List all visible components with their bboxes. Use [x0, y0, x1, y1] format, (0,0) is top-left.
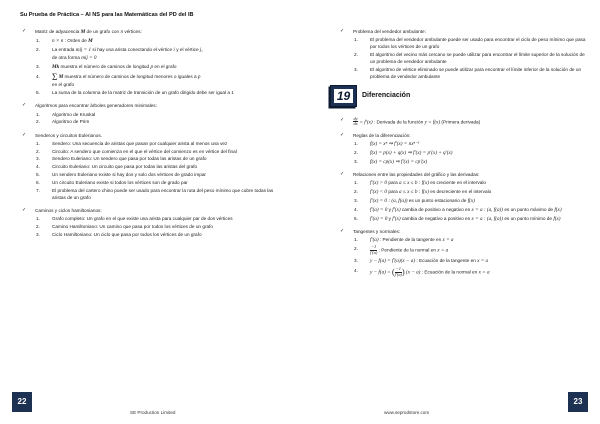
- list-item: 3. Sendero Euleriano: Un sendero que pasa por todas las aristas de un grafo: [36, 156, 207, 162]
- list-item: 3. f′(x) = 0 : (a, f(a)) es un punto estacionario de f(x): [354, 198, 475, 204]
- right-page: [300, 0, 600, 424]
- list-item: 2. f(x) = p(x) + q(x) ⇒ f′(x) = p′(x) + q′(x): [354, 150, 453, 157]
- list-item: 1. f′(x) > 0 para a ≤ x ≤ b : f(x) es creciente en el intervalo: [354, 180, 487, 187]
- list-item: 1. El problema del vendedor ambulante puede ser usado para encontrar el ciclo de peso mínimo que pasa por todos los vértices de un grafo: [354, 37, 586, 50]
- list-item: 3. f(x) = cp(x) ⇒ f′(x) = cp′(x): [354, 159, 428, 165]
- list-item: 7. El problema del cartero chino puede ser usado para encontrar la ruta del peso mínimo que cubre todas las aristas de un grafo: [36, 187, 274, 200]
- page-number-right: 23: [568, 392, 588, 412]
- salesman-section: ✓ Problema del vendedor ambulante: 1. El problema del vendedor ambulante puede ser usado para encontrar el ciclo de peso mínimo que pasa por todos los vértices de un grafo 2. El algoritmo del vecino más cercano se puede utilizar para encontrar el límite superior de la solución de un problema de vendedor ambulante 3. El algoritmo de vértice eliminado se puede utilizar para encontrar el límite inferior de la solución de un problema de vendedor ambulante: [340, 28, 586, 80]
- eulerian-section: ✓ Senderos y circuitos Eulerianos. 1. Sendero: Una secuencia de aristas que pasan por cualquier arista al menos una vez 2. Circuito: A sendero que comienza en el que el vértice del comienzo es en vértice del final 3. Sendero Euleriano: Un sendero que pasa por todas las aristas de un grafo 4. Circuito Euleriano: Un circuito que pasa por todas las aristas del grafo 5. Un sendero Euleriano existe si hay dos y solo dos vértices de grado impar 6. Un circuito Euleriano existe si todos los vértices son de grado par 7. El problema del cartero chino puede ser usado para encontrar la ruta del peso mínimo que cubre todas las aristas de un grafo: [22, 132, 284, 201]
- list-item: 2. $\frac{-1}{f'(a)}$ : Pendiente de la normal en x = a: [354, 244, 449, 255]
- check-icon: ✓: [340, 132, 345, 139]
- footer-publisher: SE Production Limited: [130, 410, 176, 415]
- check-icon: ✓: [22, 28, 27, 34]
- check-icon: ✓: [22, 131, 27, 138]
- page-number-left: 22: [12, 392, 32, 412]
- spanning-tree-section: ✓ Algoritmos para encontrar árboles generadores minimales: 1. Algoritmo de Kruskal 2. Algoritmo de Prim: [22, 102, 284, 125]
- derivative-definition: ✓ $\frac{dy}{dx}$ = f′(x) : Derivada de la función y = f(x) (Primera derivada): [340, 115, 481, 127]
- graph-relations-section: ✓ Relaciones entre las propiedades del gráfico y las derivadas: 1. f′(x) > 0 para a ≤ x ≤ b : f(x) es creciente en el intervalo 2. f′(x) < 0 para a ≤ x ≤ b : f(x) es decreciente en el intervalo 3. f′(x) = 0 : (a, f(a)) es un punto estacionario de f(x) 4. f′(a) = 0 y f′(x) cambia de positivo a negativo en x = a : (a, f(a)) es un punto máximo de f(x) 5. f′(a) = 0 y f′(x) cambia de negativo a positivo en x = a : (a, f(a)) es un punto mínimo de f(x): [340, 171, 586, 223]
- footer-website: www.seprodstore.com: [384, 410, 430, 415]
- list-item: 1. Algoritmo de Kruskal: [36, 111, 96, 117]
- list-item: 1. Sendero: Una secuencia de aristas que pasan por cualquier arista al menos una vez: [36, 140, 228, 146]
- list-item: 4. y − f(a) = ( $\frac{-1}{f'(a)}$ ) (x − a) : Ecuación de la normal en x = a: [354, 266, 490, 277]
- list-item: 4. Circuito Euleriano: Un circuito que pasa por todas las aristas del grafo: [36, 164, 198, 170]
- list-item: 3. y − f(a) = f′(a)(x − a) : Ecuación de la tangente en x = a: [354, 257, 489, 264]
- check-icon: ✓: [340, 28, 345, 34]
- right-column: [336, 28, 586, 281]
- normal-equation-fraction: $\frac{-1}{f'(a)}$: [394, 266, 402, 277]
- normal-slope-fraction: $\frac{-1}{f'(a)}$: [370, 244, 378, 255]
- list-item: 5. Un sendero Euleriano existe si hay dos y solo dos vértices de grado impar: [36, 172, 206, 177]
- list-item: 4. Σ M muestra el número de caminos de longitud menores o iguales a p en el grafo: [36, 72, 201, 88]
- list-item: 1. Grafo completo: Un grafo en el que existe una arista para cualquier par de dos vértices: [36, 216, 233, 222]
- list-item: 2. Circuito: A sendero que comienza en el que el vértice del comienzo es en vértice del final: [36, 148, 237, 154]
- left-column: [22, 28, 284, 241]
- section-title: Diferenciación: [362, 91, 411, 99]
- check-icon: ✓: [340, 116, 345, 123]
- section-header: [336, 85, 586, 109]
- list-item: 2. El algoritmo del vecino más cercano se puede utilizar para encontrar el límite superior de la solución de un problema de vendedor ambulante: [354, 52, 585, 65]
- check-icon: ✓: [340, 171, 345, 178]
- list-item: 4. f′(a) = 0 y f′(x) cambia de positivo a negativo en x = a : (a, f(a)) es un punto máximo de f(x): [354, 206, 562, 213]
- dy-dx-fraction: $\frac{dy}{dx}$: [353, 115, 358, 127]
- differentiation-rules-section: ✓ Reglas de la diferenciación: 1. f(x) = xⁿ ⇒ f′(x) = nxⁿ⁻¹ 2. f(x) = p(x) + q(x) ⇒ f′(x) = p′(x) + q′(x) 3. f(x) = cp(x) ⇒ f′(x) = cp′(x): [340, 132, 586, 166]
- list-item: 2. La entrada mij = 1 si hay una arista conectando el vértice i y el vértice j, de otra forma mij = 0: [36, 47, 203, 62]
- check-icon: ✓: [22, 102, 27, 109]
- list-item: 1. n × n : Orden de M: [36, 38, 93, 45]
- check-icon: ✓: [22, 207, 27, 213]
- list-item: 1. f(x) = xⁿ ⇒ f′(x) = nxⁿ⁻¹: [354, 141, 420, 148]
- list-item: 1. f′(a) : Pendiente de la tangente en x = a: [354, 237, 454, 243]
- adjacency-heading: Matriz de adyacencia M de un grafo con n vértices:: [35, 29, 142, 35]
- adjacency-matrix-section: [22, 28, 284, 96]
- list-item: 2. Camino Hamiltoniano: Un camino que pasa por todos los vértices de un grafo: [36, 224, 214, 229]
- list-item: 2. Algoritmo de Prim: [36, 119, 90, 125]
- list-item: 2. f′(x) < 0 para a ≤ x ≤ b : f(x) es decreciente en el intervalo: [354, 189, 492, 196]
- list-item: 3. Ciclo Hamiltoniano: Un ciclo que pasa por todos los vértices de un grafo: [36, 231, 202, 237]
- check-icon: ✓: [340, 227, 345, 234]
- list-item: 5. f′(a) = 0 y f′(x) cambia de negativo a positivo en x = a : (a, f(a)) es un punto mínimo de f(x): [354, 215, 561, 222]
- list-item: 3. Mk muestra el número de caminos de longitud p en el grafo: [36, 64, 177, 70]
- list-item: 5. La suma de la columna de la matriz de transición de un grafo dirigido debe ser igual a 1: [36, 90, 234, 96]
- tangents-normals-section: ✓ Tangentes y normales: 1. f′(a) : Pendiente de la tangente en x = a 2. $\frac{-1}{f'(a)}$ : Pendiente de la normal en x = a 3. y − f(a) = f′(a)(x − a) : Ecuación de la tangente en x = a 4. y − f(a) = ( $\frac{-1}{f'(a)}$ ) (x − a) : Ecuación de la normal en x = a: [340, 228, 586, 278]
- hamiltonian-section: ✓ Caminos y ciclos hamiltonianos: 1. Grafo completo: Un grafo en el que existe una arista para cualquier par de dos vértices 2. Camino Hamiltoniano: Un camino que pasa por todos los vértices de un grafo 3. Ciclo Hamiltoniano: Un ciclo que pasa por todos los vértices de un grafo: [22, 207, 284, 238]
- list-item: 6. Un circuito Euleriano existe si todos los vértices son de grado par: [36, 179, 188, 185]
- section-number-badge: 19: [330, 85, 357, 107]
- sum-symbol-icon: Σ: [52, 72, 58, 83]
- list-item: 3. El algoritmo de vértice eliminado se puede utilizar para encontrar el límite inferior de la solución de un problema de vendedor ambulante: [354, 67, 582, 80]
- page-header-title: Su Prueba de Práctica – AI NS para las Matemáticas del PD del IB: [20, 12, 194, 18]
